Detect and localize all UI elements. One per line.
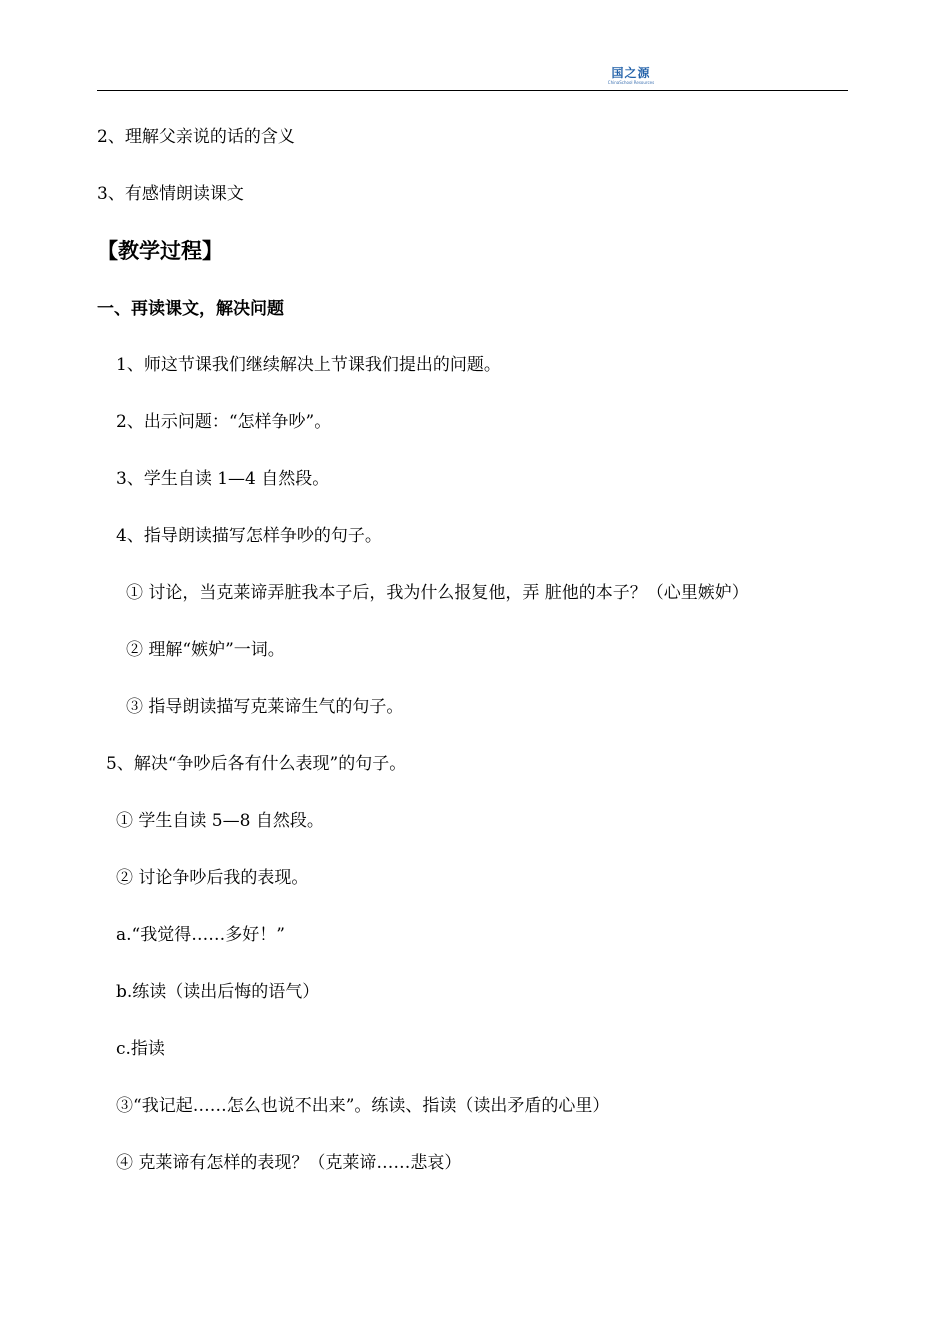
step-5-item-3: ③“我记起……怎么也说不出来”。练读、指读（读出矛盾的心里） [116,1096,610,1116]
objective-3: 3、有感情朗读课文 [97,184,244,204]
step-4-item-2: ② 理解“嫉妒”一词。 [126,640,285,660]
step-3: 3、学生自读 1—4 自然段。 [116,469,330,489]
step-5-item-4: ④ 克莱谛有怎样的表现？（克莱谛……悲哀） [116,1153,462,1173]
objective-2: 2、理解父亲说的话的含义 [97,127,295,147]
step-2: 2、出示问题：“怎样争吵”。 [116,412,332,432]
step-4: 4、指导朗读描写怎样争吵的句子。 [116,526,382,546]
page-header [97,62,848,91]
brand-logo [601,67,661,87]
step-4-item-3: ③ 指导朗读描写克莱谛生气的句子。 [126,697,404,717]
step-5-item-2c: c.指读 [116,1039,165,1059]
step-5-item-1: ① 学生自读 5—8 自然段。 [116,811,324,831]
step-5-item-2a: a.“我觉得……多好！” [116,925,285,945]
step-5: 5、解决“争吵后各有什么表现”的句子。 [106,754,407,774]
step-5-item-2: ② 讨论争吵后我的表现。 [116,868,309,888]
logo-subtext: ChinaSchool Resources [607,80,655,85]
section-title-teaching-process: 【教学过程】 [97,239,223,263]
step-5-item-2b: b.练读（读出后悔的语气） [116,982,320,1002]
step-4-item-1: ① 讨论，当克莱谛弄脏我本子后，我为什么报复他，弄 脏他的本子？（心里嫉妒） [126,583,749,603]
logo-text: 国之源 [611,66,651,80]
step-1: 1、师这节课我们继续解决上节课我们提出的问题。 [116,355,501,375]
subsection-heading-1: 一、再读课文，解决问题 [97,299,284,319]
